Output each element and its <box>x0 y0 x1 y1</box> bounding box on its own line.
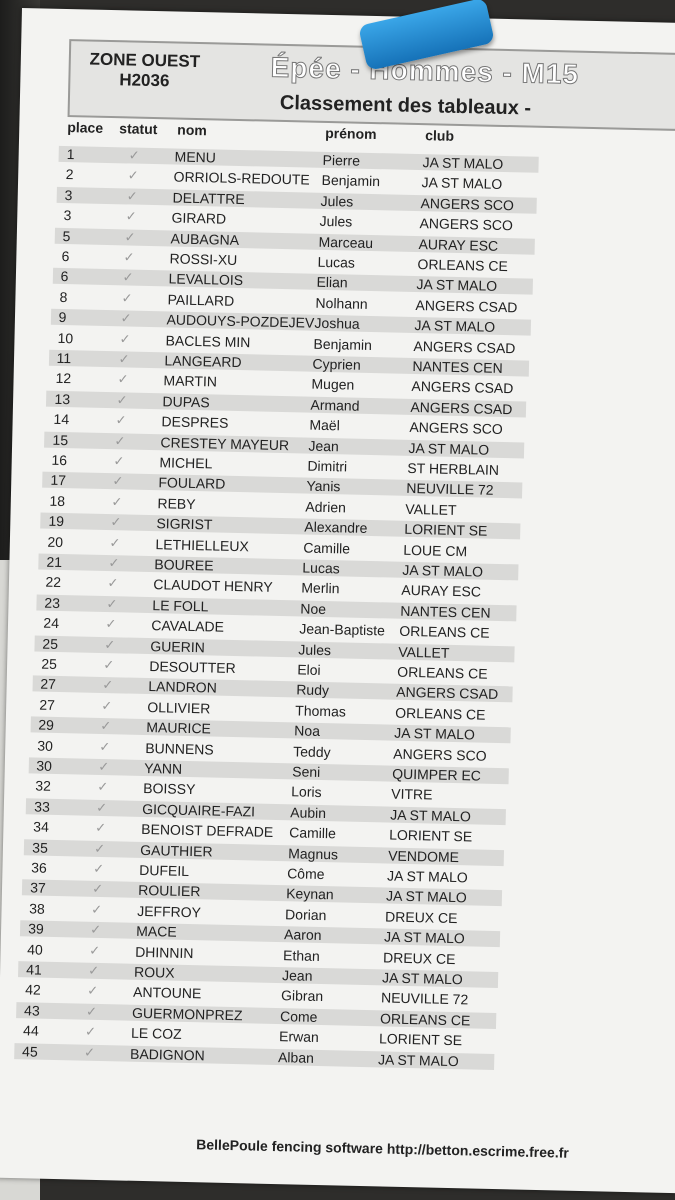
col-prenom: prénom <box>325 124 377 143</box>
name-cell: AUBAGNA <box>170 230 240 248</box>
firstname-cell: Jean-Baptiste <box>299 620 386 639</box>
result-sheet <box>0 8 675 1193</box>
club-cell: JA ST MALO <box>416 276 498 295</box>
club-cell: JA ST MALO <box>422 154 504 172</box>
firstname-cell: Erwan <box>278 1028 319 1046</box>
firstname-cell: Aaron <box>283 926 322 944</box>
firstname-cell: Keynan <box>285 885 334 903</box>
firstname-cell: Yanis <box>306 477 341 495</box>
place-cell: 10 <box>57 329 74 346</box>
place-cell: 45 <box>21 1042 38 1060</box>
firstname-cell: Lucas <box>317 253 356 271</box>
name-cell: ORRIOLS-REDOUTE <box>173 168 310 188</box>
firstname-cell: Merlin <box>301 579 340 597</box>
checkmark-icon: ✓ <box>102 677 114 693</box>
firstname-cell: Jules <box>320 192 354 210</box>
firstname-cell: Seni <box>292 763 321 780</box>
firstname-cell: Noe <box>300 600 327 617</box>
club-cell: QUIMPER EC <box>392 765 482 784</box>
firstname-cell: Rudy <box>296 681 330 699</box>
place-cell: 36 <box>31 859 48 876</box>
club-cell: JA ST MALO <box>421 174 503 193</box>
place-cell: 35 <box>32 839 49 856</box>
checkmark-icon: ✓ <box>105 616 117 632</box>
checkmark-icon: ✓ <box>96 799 108 815</box>
place-cell: 30 <box>36 757 53 774</box>
zone-block <box>84 49 205 92</box>
checkmark-icon: ✓ <box>92 881 104 897</box>
club-cell: VALLET <box>398 643 450 661</box>
col-place: place <box>67 119 104 136</box>
name-cell: DESOUTTER <box>149 658 236 677</box>
place-cell: 2 <box>65 166 74 183</box>
zone-label: ZONE OUEST <box>89 49 201 72</box>
place-cell: 44 <box>22 1022 39 1039</box>
checkmark-icon: ✓ <box>120 310 132 326</box>
club-cell: JA ST MALO <box>386 867 468 886</box>
club-cell: ORLEANS CE <box>417 256 508 275</box>
place-cell: 34 <box>33 818 50 836</box>
place-cell: 22 <box>45 574 62 591</box>
place-cell: 32 <box>35 777 52 795</box>
col-club: club <box>425 127 455 144</box>
name-cell: REBY <box>157 494 196 512</box>
col-nom: nom <box>177 121 208 139</box>
club-cell: ST HERBLAIN <box>407 459 500 478</box>
footer-credit: BellePoule fencing software http://betton.escrime.free.fr <box>196 1136 569 1161</box>
place-cell: 3 <box>64 186 73 203</box>
name-cell: MICHEL <box>159 454 213 472</box>
firstname-cell: Come <box>279 1007 318 1025</box>
place-cell: 8 <box>59 288 68 305</box>
club-cell: NEUVILLE 72 <box>406 480 494 499</box>
firstname-cell: Alexandre <box>304 518 368 537</box>
checkmark-icon: ✓ <box>116 392 128 408</box>
place-cell: 41 <box>26 961 42 978</box>
club-cell: ORLEANS CE <box>379 1010 471 1029</box>
place-cell: 6 <box>61 247 70 265</box>
checkmark-icon: ✓ <box>113 453 125 469</box>
place-cell: 19 <box>48 512 65 530</box>
club-cell: ANGERS SCO <box>420 194 515 214</box>
checkmark-icon: ✓ <box>110 514 122 530</box>
club-cell: LORIENT SE <box>378 1030 463 1049</box>
firstname-cell: Lucas <box>302 559 340 577</box>
club-cell: DREUX CE <box>384 908 458 926</box>
page-title: Épée - Hommes - M15 <box>270 51 580 90</box>
place-cell: 3 <box>63 207 72 224</box>
place-cell: 38 <box>29 900 45 917</box>
place-cell: 30 <box>37 737 54 754</box>
place-cell: 11 <box>56 349 72 367</box>
place-cell: 43 <box>23 1002 40 1019</box>
checkmark-icon: ✓ <box>104 636 116 652</box>
place-cell: 13 <box>54 390 71 407</box>
club-cell: ANGERS SCO <box>409 419 503 438</box>
name-cell: DUPAS <box>162 393 210 411</box>
club-cell: JA ST MALO <box>402 561 484 580</box>
name-cell: CLAUDOT HENRY <box>153 576 273 596</box>
name-cell: FOULARD <box>158 474 226 493</box>
checkmark-icon: ✓ <box>121 290 133 306</box>
competition-code: H2036 <box>119 70 170 91</box>
checkmark-icon: ✓ <box>84 1023 97 1040</box>
checkmark-icon: ✓ <box>98 758 110 775</box>
checkmark-icon: ✓ <box>88 962 100 978</box>
club-cell: ORLEANS CE <box>395 704 486 723</box>
checkmark-icon: ✓ <box>95 820 107 836</box>
checkmark-icon: ✓ <box>90 921 102 938</box>
firstname-cell: Cyprien <box>312 355 361 373</box>
firstname-cell: Adrien <box>305 498 347 516</box>
club-cell: ANGERS SCO <box>393 745 487 764</box>
firstname-cell: Ethan <box>282 946 320 964</box>
name-cell: CRESTEY MAYEUR <box>160 433 290 453</box>
firstname-cell: Loris <box>291 783 322 801</box>
checkmark-icon: ✓ <box>89 942 101 958</box>
club-cell: LOUE CM <box>403 541 468 559</box>
club-cell: JA ST MALO <box>381 969 463 988</box>
name-cell: DUFEIL <box>139 861 190 880</box>
club-cell: JA ST MALO <box>414 317 496 336</box>
name-cell: LANGEARD <box>164 352 242 371</box>
place-cell: 25 <box>42 635 59 652</box>
club-cell: JA ST MALO <box>385 887 467 906</box>
firstname-cell: Noa <box>294 722 321 740</box>
name-cell: MAURICE <box>146 719 212 737</box>
name-cell: BENOIST DEFRADE <box>141 821 274 841</box>
name-cell: GUERIN <box>150 637 205 655</box>
firstname-cell: Elian <box>316 274 348 291</box>
name-cell: BADIGNON <box>129 1045 205 1064</box>
firstname-cell: Jean <box>308 437 340 454</box>
place-cell: 9 <box>58 309 67 326</box>
name-cell: BOISSY <box>143 780 196 798</box>
place-cell: 42 <box>24 981 41 999</box>
club-cell: ANGERS CSAD <box>415 296 518 316</box>
checkmark-icon: ✓ <box>114 432 126 449</box>
name-cell: LEVALLOIS <box>168 270 244 289</box>
firstname-cell: Alban <box>277 1048 315 1066</box>
club-cell: VALLET <box>405 500 457 518</box>
place-cell: 33 <box>34 798 51 815</box>
place-cell: 25 <box>41 655 58 672</box>
firstname-cell: Jules <box>319 212 353 230</box>
club-cell: VENDOME <box>388 847 460 865</box>
firstname-cell: Teddy <box>293 742 331 760</box>
checkmark-icon: ✓ <box>112 473 124 489</box>
firstname-cell: Benjamin <box>321 172 381 190</box>
firstname-cell: Thomas <box>295 702 347 720</box>
checkmark-icon: ✓ <box>119 330 131 347</box>
place-cell: 40 <box>27 940 43 958</box>
name-cell: JEFFROY <box>137 902 202 921</box>
firstname-cell: Camille <box>289 824 337 842</box>
checkmark-icon: ✓ <box>118 351 130 367</box>
club-cell: ANGERS SCO <box>419 215 514 234</box>
name-cell: CAVALADE <box>151 617 225 635</box>
name-cell: YANN <box>144 759 183 777</box>
firstname-cell: Côme <box>287 865 325 883</box>
club-cell: JA ST MALO <box>377 1050 459 1069</box>
club-cell: ORLEANS CE <box>397 663 488 682</box>
firstname-cell: Joshua <box>314 314 360 332</box>
club-cell: NANTES CEN <box>400 602 491 621</box>
firstname-cell: Benjamin <box>313 335 373 353</box>
firstname-cell: Nolhann <box>315 294 368 312</box>
name-cell: GAUTHIER <box>140 841 213 860</box>
place-cell: 21 <box>46 553 63 571</box>
firstname-cell: Mugen <box>311 376 355 394</box>
club-cell: ORLEANS CE <box>399 622 490 641</box>
checkmark-icon: ✓ <box>85 1003 98 1019</box>
club-cell: JA ST MALO <box>383 928 465 947</box>
checkmark-icon: ✓ <box>106 595 118 612</box>
checkmark-icon: ✓ <box>125 208 137 224</box>
firstname-cell: Aubin <box>290 804 327 821</box>
club-cell: JA ST MALO <box>394 724 476 743</box>
club-cell: ANGERS CSAD <box>410 398 513 418</box>
checkmark-icon: ✓ <box>117 371 129 387</box>
place-cell: 27 <box>40 675 57 693</box>
place-cell: 24 <box>43 614 60 632</box>
checkmark-icon: ✓ <box>100 718 112 734</box>
firstname-cell: Maël <box>309 416 341 434</box>
club-cell: ANGERS CSAD <box>411 378 514 397</box>
place-cell: 39 <box>28 920 44 937</box>
name-cell: DESPRES <box>161 413 229 431</box>
checkmark-icon: ✓ <box>122 269 134 285</box>
place-cell: 27 <box>39 696 56 713</box>
name-cell: ANTOUNE <box>132 984 202 1002</box>
checkmark-icon: ✓ <box>103 657 115 673</box>
club-cell: DREUX CE <box>382 949 456 967</box>
name-cell: GIRARD <box>171 209 227 227</box>
name-cell: SIGRIST <box>156 515 213 533</box>
name-cell: MACE <box>136 923 177 940</box>
name-cell: LANDRON <box>148 678 217 696</box>
name-cell: MARTIN <box>163 372 218 390</box>
firstname-cell: Gibran <box>280 987 324 1005</box>
checkmark-icon: ✓ <box>99 738 111 754</box>
firstname-cell: Eloi <box>297 661 321 678</box>
checkmark-icon: ✓ <box>109 534 121 550</box>
place-cell: 20 <box>47 533 64 550</box>
place-cell: 29 <box>38 716 55 734</box>
place-cell: 37 <box>30 879 47 897</box>
place-cell: 16 <box>51 451 68 469</box>
checkmark-icon: ✓ <box>128 147 140 163</box>
place-cell: 15 <box>52 431 69 448</box>
name-cell: BACLES MIN <box>165 331 251 350</box>
club-cell: AURAY ESC <box>418 235 499 254</box>
name-cell: BOUREE <box>154 556 214 574</box>
club-cell: LORIENT SE <box>404 520 488 539</box>
firstname-cell: Dimitri <box>307 457 348 475</box>
firstname-cell: Armand <box>310 396 360 414</box>
checkmark-icon: ✓ <box>126 188 138 204</box>
club-cell: LORIENT SE <box>389 826 473 845</box>
club-cell: JA ST MALO <box>390 806 472 825</box>
club-cell: ANGERS CSAD <box>396 684 499 703</box>
name-cell: PAILLARD <box>167 291 235 309</box>
place-cell: 6 <box>60 268 69 285</box>
checkmark-icon: ✓ <box>127 167 139 184</box>
place-cell: 12 <box>55 370 72 387</box>
name-cell: GUERMONPREZ <box>131 1004 243 1024</box>
checkmark-icon: ✓ <box>107 575 119 591</box>
checkmark-icon: ✓ <box>108 555 120 571</box>
club-cell: NANTES CEN <box>412 357 503 376</box>
place-cell: 17 <box>50 472 67 489</box>
name-cell: LE COZ <box>130 1024 182 1043</box>
name-cell: AUDOUYS-POZDEJEV <box>166 311 315 331</box>
name-cell: LE FOLL <box>152 596 209 615</box>
col-statut: statut <box>119 120 158 138</box>
place-cell: 23 <box>44 594 61 611</box>
club-cell: NEUVILLE 72 <box>380 989 469 1008</box>
checkmark-icon: ✓ <box>124 228 136 245</box>
place-cell: 14 <box>53 411 70 428</box>
firstname-cell: Marceau <box>318 233 374 251</box>
firstname-cell: Dorian <box>284 906 327 923</box>
checkmark-icon: ✓ <box>83 1044 96 1060</box>
club-cell: JA ST MALO <box>408 439 490 458</box>
name-cell: ROULIER <box>138 882 201 900</box>
firstname-cell: Jules <box>298 641 332 658</box>
checkmark-icon: ✓ <box>115 412 127 428</box>
place-cell: 5 <box>62 227 71 244</box>
name-cell: BUNNENS <box>145 739 214 758</box>
name-cell: LETHIELLEUX <box>155 535 249 554</box>
name-cell: OLLIVIER <box>147 698 211 717</box>
firstname-cell: Camille <box>303 539 351 557</box>
name-cell: ROSSI-XU <box>169 250 238 268</box>
checkmark-icon: ✓ <box>91 901 103 917</box>
place-cell: 1 <box>66 146 75 163</box>
name-cell: GICQUAIRE-FAZI <box>142 800 256 820</box>
checkmark-icon: ✓ <box>101 697 113 714</box>
club-cell: VITRE <box>391 785 433 803</box>
checkmark-icon: ✓ <box>111 493 123 510</box>
club-cell: AURAY ESC <box>401 582 482 600</box>
name-cell: MENU <box>174 148 217 166</box>
firstname-cell: Pierre <box>322 151 361 169</box>
checkmark-icon: ✓ <box>87 983 99 999</box>
name-cell: DELATTRE <box>172 189 245 207</box>
checkmark-icon: ✓ <box>93 860 105 877</box>
firstname-cell: Jean <box>281 967 313 984</box>
name-cell: ROUX <box>133 963 175 981</box>
place-cell: 18 <box>49 492 66 509</box>
checkmark-icon: ✓ <box>123 249 135 265</box>
checkmark-icon: ✓ <box>97 779 109 795</box>
firstname-cell: Magnus <box>288 844 339 862</box>
name-cell: DHINNIN <box>135 943 194 961</box>
club-cell: ANGERS CSAD <box>413 337 516 356</box>
page-subtitle: Classement des tableaux - <box>279 91 532 120</box>
checkmark-icon: ✓ <box>94 840 106 856</box>
